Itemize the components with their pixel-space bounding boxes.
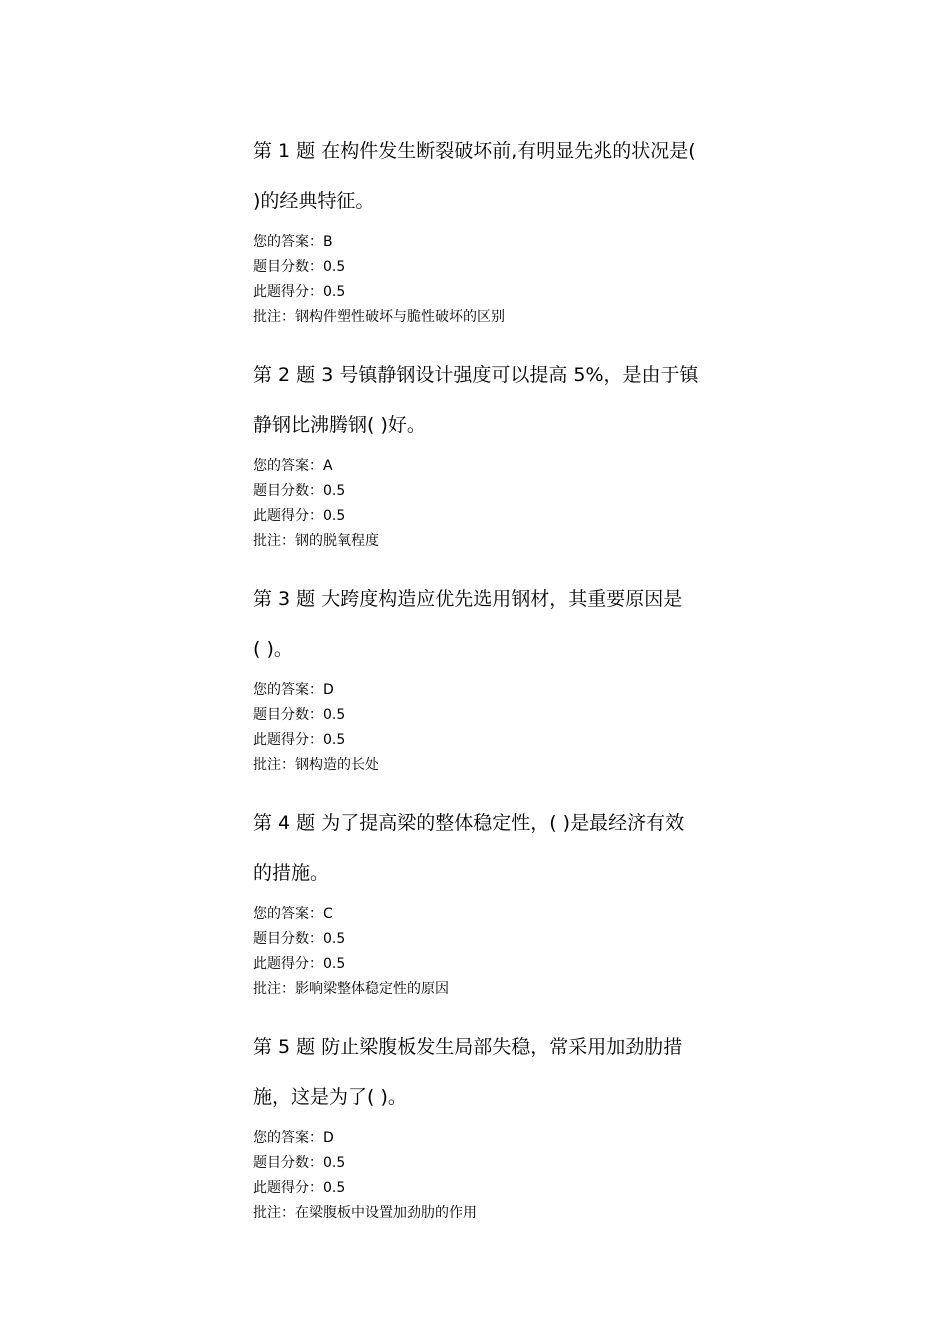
your-answer-value: A [323, 458, 333, 474]
question-score-label: 此题得分： [253, 732, 323, 748]
question-text-line-2: 静钢比沸腾钢( )好。 [253, 414, 426, 436]
question-score-row [253, 952, 713, 977]
question-text-line-1: 第 3 题 大跨度构造应优先选用钢材，其重要原因是 [253, 588, 683, 610]
annotation-row [253, 753, 713, 778]
your-answer-row [253, 454, 713, 479]
your-answer-label: 您的答案： [253, 682, 323, 698]
question-score-label: 此题得分： [253, 284, 323, 300]
annotation-label: 批注： [253, 1205, 295, 1221]
annotation-row [253, 1201, 713, 1226]
annotation-label: 批注： [253, 981, 295, 997]
question-1 [253, 132, 713, 356]
your-answer-value: D [323, 682, 334, 698]
question-text-line-2: 的措施。 [253, 862, 330, 884]
question-score-row [253, 280, 713, 305]
question-points-row [253, 927, 713, 952]
your-answer-value: D [323, 1130, 334, 1146]
question-points-label: 题目分数： [253, 1155, 323, 1171]
question-points-label: 题目分数： [253, 707, 323, 723]
question-text-line-2: )的经典特征。 [253, 190, 375, 212]
annotation-text: 影响梁整体稳定性的原因 [295, 981, 449, 997]
question-points-value: 0.5 [323, 483, 346, 499]
question-points-row [253, 479, 713, 504]
annotation-text: 钢的脱氧程度 [295, 533, 379, 549]
your-answer-label: 您的答案： [253, 906, 323, 922]
question-score-row [253, 504, 713, 529]
annotation-row [253, 977, 713, 1002]
question-points-label: 题目分数： [253, 259, 323, 275]
question-meta [253, 1126, 713, 1226]
question-points-value: 0.5 [323, 931, 346, 947]
your-answer-value: B [323, 234, 333, 250]
question-score-row [253, 728, 713, 753]
annotation-text: 钢构件塑性破坏与脆性破坏的区别 [295, 309, 505, 325]
your-answer-row [253, 678, 713, 703]
annotation-text: 在梁腹板中设置加劲肋的作用 [295, 1205, 477, 1221]
question-meta [253, 678, 713, 778]
question-score-label: 此题得分： [253, 1180, 323, 1196]
annotation-text: 钢构造的长处 [295, 757, 379, 773]
question-text-line-1: 第 1 题 在构件发生断裂破坏前,有明显先兆的状况是( [253, 140, 696, 162]
question-score-label: 此题得分： [253, 508, 323, 524]
question-points-label: 题目分数： [253, 931, 323, 947]
annotation-row [253, 529, 713, 554]
your-answer-label: 您的答案： [253, 458, 323, 474]
question-points-value: 0.5 [323, 259, 346, 275]
question-score-value: 0.5 [323, 956, 346, 972]
annotation-label: 批注： [253, 757, 295, 773]
question-points-row [253, 255, 713, 280]
question-5 [253, 1028, 713, 1252]
question-2 [253, 356, 713, 580]
your-answer-value: C [323, 906, 333, 922]
question-score-label: 此题得分： [253, 956, 323, 972]
question-points-value: 0.5 [323, 707, 346, 723]
question-meta [253, 902, 713, 1002]
your-answer-row [253, 230, 713, 255]
question-text-line-2: ( )。 [253, 638, 293, 660]
annotation-label: 批注： [253, 309, 295, 325]
your-answer-row [253, 1126, 713, 1151]
annotation-label: 批注： [253, 533, 295, 549]
question-text-line-1: 第 5 题 防止梁腹板发生局部失稳，常采用加劲肋措 [253, 1036, 683, 1058]
question-meta [253, 230, 713, 330]
question-points-row [253, 703, 713, 728]
annotation-row [253, 305, 713, 330]
question-text-line-2: 施，这是为了( )。 [253, 1086, 407, 1108]
question-score-value: 0.5 [323, 1180, 346, 1196]
question-points-value: 0.5 [323, 1155, 346, 1171]
question-score-row [253, 1176, 713, 1201]
question-score-value: 0.5 [323, 508, 346, 524]
quiz-results-document [253, 132, 713, 1252]
question-3 [253, 580, 713, 804]
question-text-line-1: 第 2 题 3 号镇静钢设计强度可以提高 5%，是由于镇 [253, 364, 699, 386]
your-answer-row [253, 902, 713, 927]
question-text-line-1: 第 4 题 为了提高梁的整体稳定性，( )是最经济有效 [253, 812, 685, 834]
your-answer-label: 您的答案： [253, 1130, 323, 1146]
question-score-value: 0.5 [323, 284, 346, 300]
question-points-row [253, 1151, 713, 1176]
question-score-value: 0.5 [323, 732, 346, 748]
question-meta [253, 454, 713, 554]
question-points-label: 题目分数： [253, 483, 323, 499]
your-answer-label: 您的答案： [253, 234, 323, 250]
question-4 [253, 804, 713, 1028]
